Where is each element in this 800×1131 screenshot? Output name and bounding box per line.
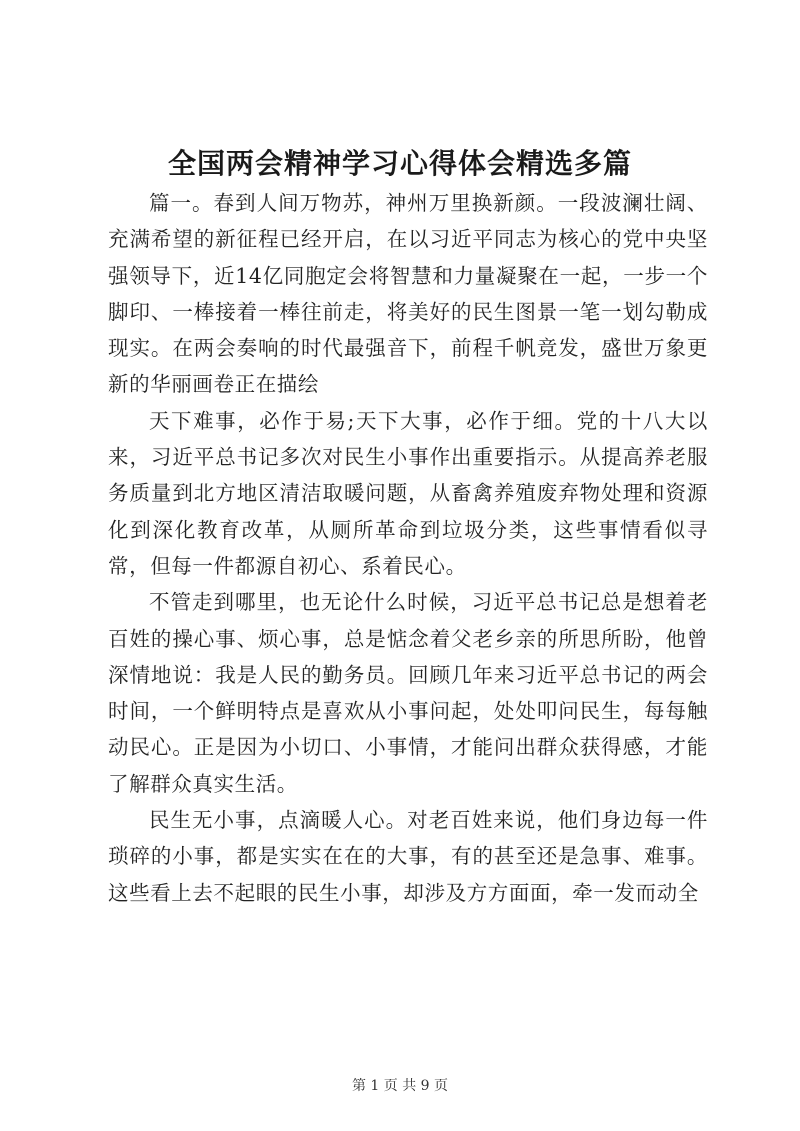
paragraph-2: 天下难事，必作于易;天下大事，必作于细。党的十八大以来，习近平总书记多次对民生小事作出重要指示。从提高养老服务质量到北方地区清洁取暖问题，从畜禽养殖废弃物处理和资源化到深化教育改革，从厕所革命到垃圾分类，这些事情看似寻常，但每一件都源自初心、系着民心。 <box>108 408 708 578</box>
paragraph-1: 篇一。春到人间万物苏，神州万里换新颜。一段波澜壮阔、充满希望的新征程已经开启，在以习近平同志为核心的党中央坚强领导下，近14亿同胞定会将智慧和力量凝聚在一起，一步一个脚印、一棒接着一棒往前走，将美好的民生图景一笔一划勾勒成现实。在两会奏响的时代最强音下，前程千帆竞发，盛世万象更新的华丽画卷正在描绘 <box>108 191 708 397</box>
document-body <box>108 185 708 911</box>
page-number-footer: 第 1 页 共 9 页 <box>351 1078 449 1094</box>
paragraph-4: 民生无小事，点滴暖人心。对老百姓来说，他们身边每一件琐碎的小事，都是实实在在的大事，有的甚至还是急事、难事。这些看上去不起眼的民生小事，却涉及方方面面，牵一发而动全 <box>108 808 708 905</box>
document-title: 全国两会精神学习心得体会精选多篇 <box>167 147 632 180</box>
paragraph-3: 不管走到哪里，也无论什么时候，习近平总书记总是想着老百姓的操心事、烦心事，总是惦念着父老乡亲的所思所盼，他曾深情地说：我是人民的勤务员。回顾几年来习近平总书记的两会时间，一个鲜明特点是喜欢从小事问起，处处叩问民生，每每触动民心。正是因为小切口、小事情，才能问出群众获得感，才能了解群众真实生活。 <box>108 590 708 796</box>
